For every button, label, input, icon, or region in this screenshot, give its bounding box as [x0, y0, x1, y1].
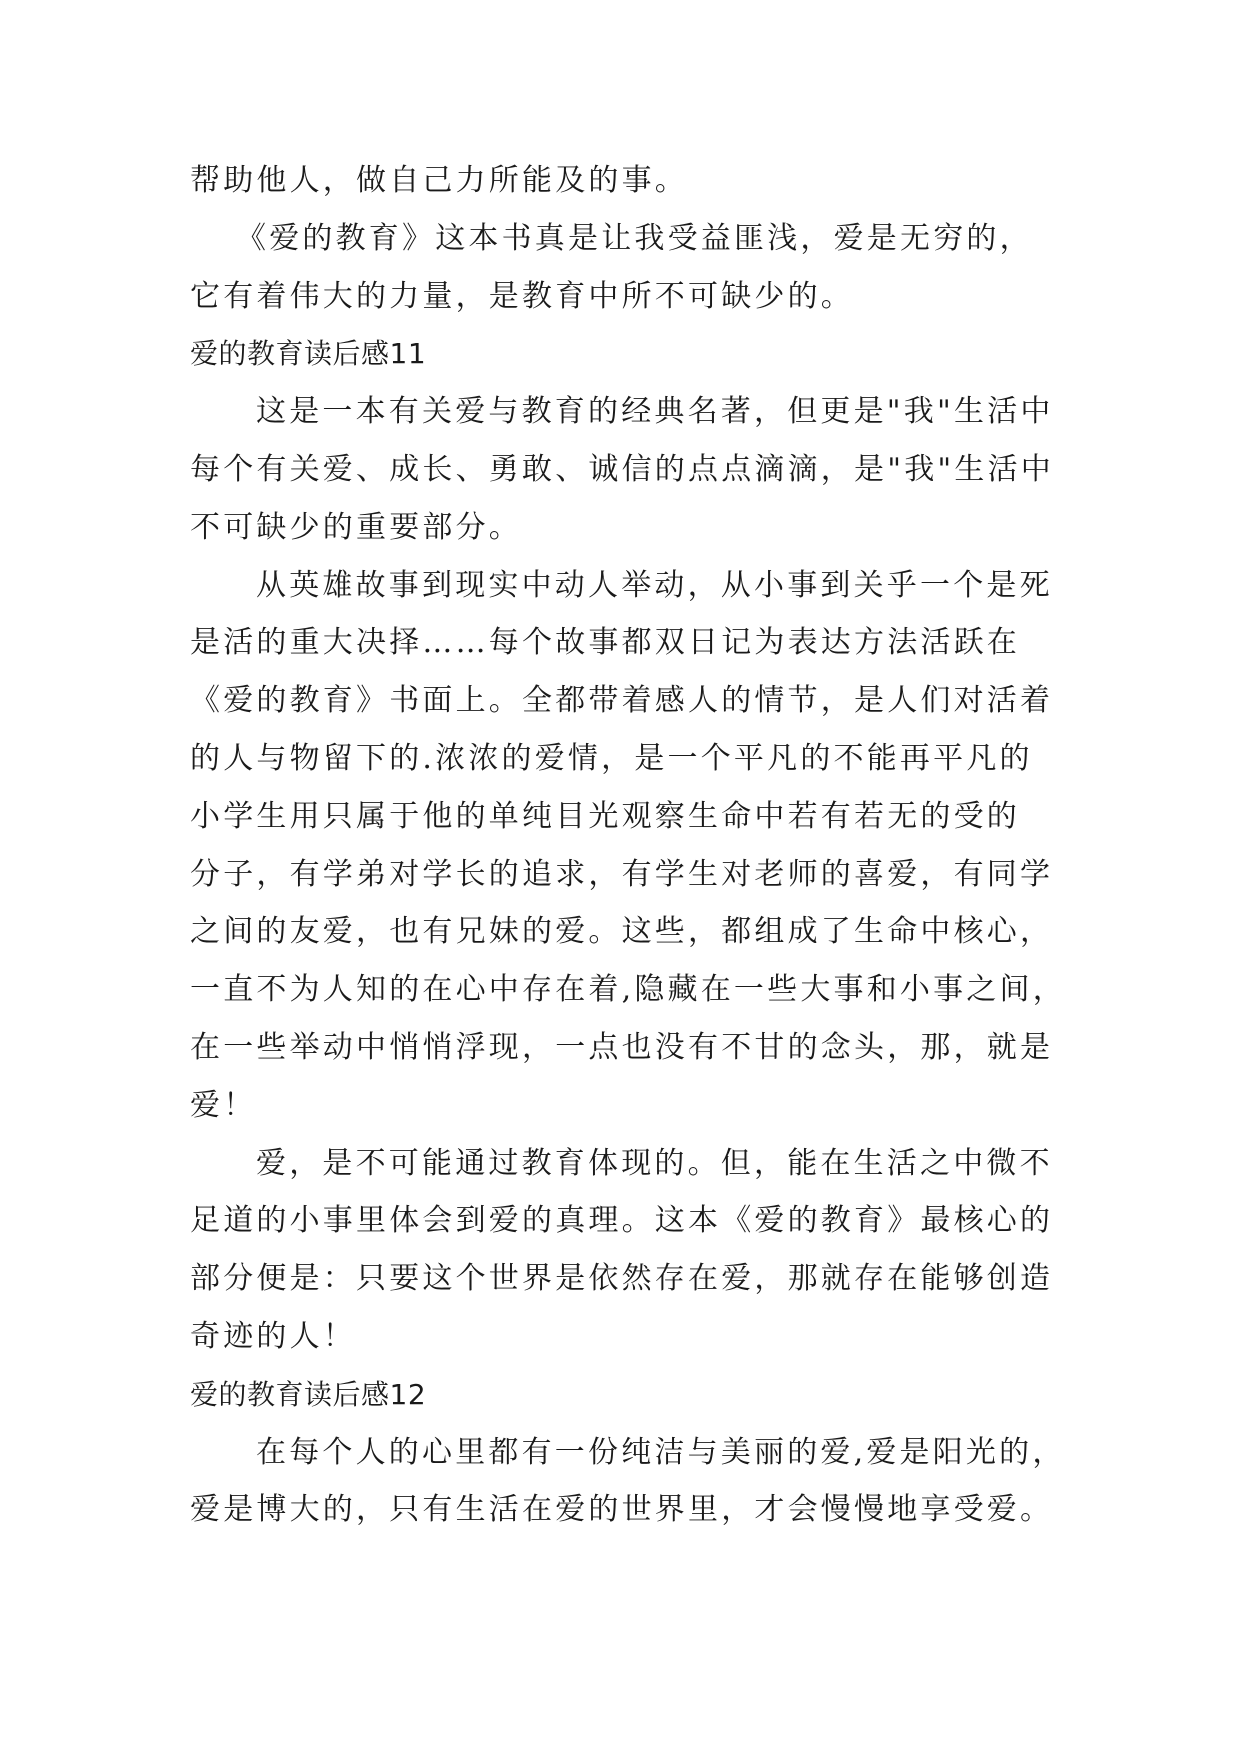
text-line: 它有着伟大的力量，是教育中所不可缺少的。: [190, 278, 854, 314]
text-line: 奇迹的人！: [190, 1318, 356, 1354]
document-body: [190, 152, 1066, 1539]
text-line: 在一些举动中悄悄浮现，一点也没有不甘的念头，那，就是: [190, 1029, 1054, 1065]
text-line: 不可缺少的重要部分。: [190, 509, 522, 545]
text-line: 每个有关爱、成长、勇敢、诚信的点点滴滴，是"我"生活中: [190, 451, 1054, 487]
text-line: 帮助他人，做自己力所能及的事。: [190, 163, 688, 198]
text-line: 爱，是不可能通过教育体现的。但，能在生活之中微不: [256, 1145, 1053, 1181]
text-line: 爱！: [190, 1087, 257, 1123]
text-line: 《爱的教育》这本书真是让我受益匪浅，爱是无穷的，: [236, 220, 1033, 256]
text-line: 在每个人的心里都有一份纯洁与美丽的爱,爱是阳光的，: [256, 1434, 1066, 1470]
text-line: 足道的小事里体会到爱的真理。这本《爱的教育》最核心的: [190, 1203, 1054, 1239]
text-line: 这是一本有关爱与教育的经典名著，但更是"我"生活中: [256, 394, 1054, 430]
text-line: 小学生用只属于他的单纯目光观察生命中若有若无的受的: [190, 798, 1020, 834]
text-line: 的人与物留下的.浓浓的爱情，是一个平凡的不能再平凡的: [190, 740, 1033, 776]
text-line: 分子，有学弟对学长的追求，有学生对老师的喜爱，有同学: [190, 856, 1054, 892]
text-line: 《爱的教育》书面上。全都带着感人的情节，是人们对活着: [190, 683, 1054, 719]
text-line: 一直不为人知的在心中存在着,隐藏在一些大事和小事之间，: [190, 972, 1066, 1008]
text-line: 部分便是：只要这个世界是依然存在爱，那就存在能够创造: [190, 1261, 1054, 1297]
text-line: 从英雄故事到现实中动人举动，从小事到关乎一个是死: [256, 567, 1053, 603]
section-heading: 爱的教育读后感12: [190, 1377, 427, 1411]
section-heading: 爱的教育读后感11: [190, 337, 427, 371]
text-line: 之间的友爱，也有兄妹的爱。这些，都组成了生命中核心，: [190, 914, 1054, 950]
text-line: 爱是博大的，只有生活在爱的世界里，才会慢慢地享受爱。: [190, 1492, 1054, 1528]
text-line: 是活的重大决择……每个故事都双日记为表达方法活跃在: [190, 625, 1020, 661]
